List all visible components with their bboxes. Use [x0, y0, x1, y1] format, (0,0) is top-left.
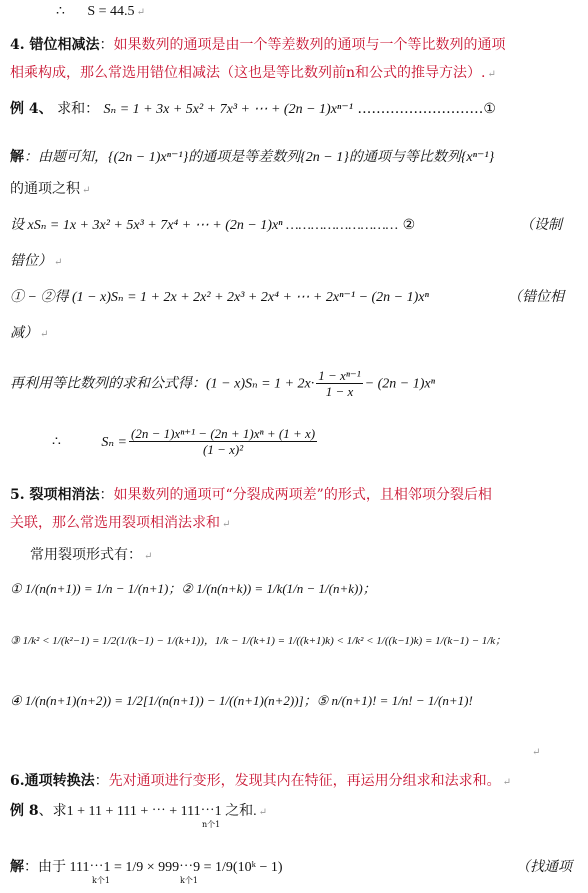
- solution4-line1: [10, 146, 494, 169]
- note-text: 减）: [10, 326, 38, 341]
- solution4-line4: [10, 286, 429, 309]
- section-title: 6.通项转换法: [10, 773, 95, 789]
- solution-text: 再利用等比数列的求和公式得：(1 − x)Sₙ = 1 + 2x·: [10, 376, 315, 392]
- section-desc: 关联，那么常选用裂项相消法求和: [10, 515, 220, 531]
- section-desc: 如果数列的通项可“分裂成两项差”的形式，且相邻项分裂后相: [113, 487, 492, 503]
- formula-text: ① 1/(n(n+1)) = 1/n − 1/(n+1)；② 1/(n(n+k)) = 1/k(1/n − 1/(n+k))；: [10, 581, 376, 596]
- formula-text: ④ 1/(n(n+1)(n+2)) = 1/2[1/(n(n+1)) − 1/((n+1)(n+2))]；⑤ n/(n+1)! = 1/n! − 1/(n+1)!: [10, 693, 473, 708]
- example-label: 例 8: [10, 803, 39, 819]
- therefore-symbol: ∴: [56, 3, 65, 19]
- denominator: (1 − x)²: [203, 442, 244, 457]
- return-mark: ↵: [487, 69, 496, 80]
- solution-text: 设 xSₙ = 1x + 3x² + 5x³ + 7x⁴ + ⋯ + (2n − 1)xⁿ ………………………: [10, 218, 399, 233]
- solution-label: 解: [10, 149, 24, 165]
- note-text: （设制: [520, 218, 562, 233]
- solution-text: ：由于 111⋯1 = 1/9 × 999⋯9 = 1/9(10ᵏ − 1): [24, 860, 283, 875]
- denominator: 1 − x: [325, 384, 354, 399]
- section4-desc-line2: [10, 62, 496, 86]
- colon: ：: [99, 37, 114, 53]
- colon: ：: [94, 773, 109, 789]
- return-mark: ↵: [54, 257, 63, 268]
- section4-heading: [10, 34, 506, 56]
- formula-text: ③ 1/k² < 1/(k²−1) = 1/2(1/(k−1) − 1/(k+1))，1/k − 1/(k+1) = 1/((k+1)k) < 1/k² < 1/((k−1)k) = 1/(k−1) − 1/k；: [10, 635, 507, 647]
- marker-1: ①: [483, 101, 496, 117]
- under-label: k个1: [180, 876, 198, 885]
- example8-line: [10, 800, 267, 824]
- marker-2: ②: [402, 217, 416, 233]
- return-mark: ↵: [502, 777, 512, 788]
- solution8-under2: [180, 876, 198, 886]
- note-text: 错位）: [10, 254, 52, 269]
- solution4-final: [52, 426, 319, 457]
- return-mark: ↵: [258, 807, 267, 818]
- return-mark: ↵: [82, 185, 91, 196]
- note-jian: [10, 322, 48, 346]
- return-mark: ↵: [532, 747, 541, 758]
- fraction: [316, 368, 362, 399]
- note-shezhi: [520, 214, 562, 237]
- section-title: 4. 错位相减法: [10, 37, 100, 53]
- section5-heading: [10, 484, 492, 506]
- note-cuoweixiang: [508, 286, 564, 309]
- solution4-line3: [10, 214, 415, 237]
- solution-text: ：由题可知，{(2n − 1)xⁿ⁻¹}的通项是等差数列{2n − 1}的通项与等比数列{xⁿ⁻¹}: [24, 150, 495, 165]
- return-mark: ↵: [222, 519, 231, 530]
- solution-text: Sₙ =: [101, 434, 127, 450]
- section-desc: 先对通项进行变形，发现其内在特征，再运用分组求和法求和。: [108, 773, 501, 789]
- numerator: 1 − xⁿ⁻¹: [318, 368, 361, 383]
- return-mark: ↵: [144, 551, 153, 562]
- solution4-line5: [10, 368, 435, 399]
- equation-text: S = 44.5: [87, 4, 135, 19]
- formula-row-3: [10, 690, 473, 713]
- therefore-line: [56, 0, 145, 24]
- solution-text: − (2n − 1)xⁿ: [364, 376, 436, 392]
- solution8-line: [10, 856, 283, 879]
- example-formula: Sₙ = 1 + 3x + 5x² + 7x³ + ⋯ + (2n − 1)xⁿ⁻¹: [103, 102, 353, 117]
- solution-text: 的通项之积: [10, 181, 80, 197]
- solution-text: ① − ②得 (1 − x)Sₙ = 1 + 2x + 2x² + 2x³ + 2x⁴ + ⋯ + 2xⁿ⁻¹ − (2n − 1)xⁿ: [10, 290, 429, 305]
- example-label: 例 4、: [10, 101, 53, 117]
- return-mark: ↵: [136, 7, 145, 18]
- therefore-symbol: ∴: [52, 433, 61, 450]
- example-text: 、求1 + 11 + 111 + ⋯ + 111⋯1 之和.: [38, 804, 257, 819]
- numerator: (2n − 1)xⁿ⁺¹ − (2n + 1)xⁿ + (1 + x): [131, 426, 316, 441]
- solution8-under1: [92, 876, 110, 886]
- section-desc: 相乘构成，那么常选用错位相减法（这也是等比数列前n和公式的推导方法）.: [10, 65, 486, 81]
- example4-line: [10, 98, 496, 121]
- solution-label: 解: [10, 859, 24, 875]
- under-label: k个1: [92, 876, 110, 885]
- note-text: （错位相: [508, 290, 564, 305]
- common-forms-label: [30, 544, 152, 568]
- common-forms-text: 常用裂项形式有：: [30, 547, 142, 563]
- solution4-line2: [10, 178, 90, 202]
- colon: ：: [99, 487, 114, 503]
- return-mark: ↵: [40, 329, 49, 340]
- formula-row-1: [10, 578, 376, 601]
- section-desc: 如果数列的通项是由一个等差数列的通项与一个等比数列的通项: [113, 37, 506, 53]
- fraction: [129, 426, 317, 457]
- note-text: （找通项: [516, 860, 572, 875]
- return-mark-line: [530, 740, 540, 764]
- section-title: 5. 裂项相消法: [10, 487, 100, 503]
- under-label: n个1: [202, 820, 221, 829]
- example-prompt: 求和：: [57, 101, 100, 117]
- note-zhaotongxiang: [516, 856, 572, 879]
- section5-desc-line2: [10, 512, 230, 536]
- section6-heading: [10, 770, 511, 794]
- note-cuowei: [10, 250, 62, 274]
- dots: ………………………: [357, 101, 484, 117]
- formula-row-2: [10, 630, 506, 652]
- example8-under: [202, 820, 220, 830]
